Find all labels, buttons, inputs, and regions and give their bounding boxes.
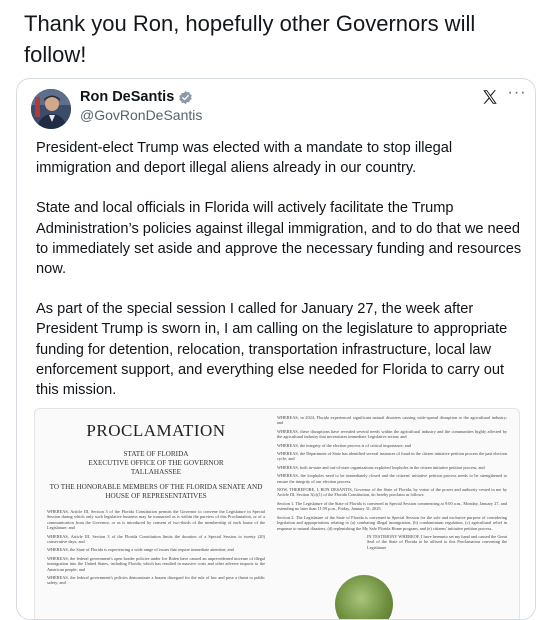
proclamation-clause: Section 1. The Legislature of the State of Florida is convened in Special Session commencing at 9:00 a.m., Monday, January 27, and extending no later than 11:59 p.m., Friday, January 31, 2025. [277, 500, 507, 512]
proclamation-city: TALLAHASSEE [130, 468, 182, 476]
proclamation-clause: WHEREAS, the integrity of the election process is of critical importance; and [277, 442, 411, 448]
proclamation-clause: IN TESTIMONY WHEREOF, I have hereunto set my hand and caused the Great Seal of the State of Florida to be affixed to this Proclamation convening the Legislature [367, 533, 507, 550]
verified-badge-icon [178, 90, 193, 105]
tweet-header [17, 79, 535, 135]
proclamation-clause: WHEREAS, the State of Florida is experiencing a wide range of issues that require immediate attention; and [47, 547, 234, 553]
tweet-paragraph: As part of the special session I called for January 27, the week after President Trump is sworn in, I am calling on the legislature to appropriate funding for detention, relocation, transportation infrastructure, local law enforcement support, and everything else needed for Florida to carry out this mission. [36, 301, 508, 399]
proclamation-clause: WHEREAS, both in-state and out-of-state organizations exploited loopholes in the citizen initiative petition process; and [277, 464, 485, 470]
state-seal-icon [335, 575, 393, 620]
proclamation-clause: NOW, THEREFORE, I, RON DESANTIS, Governor of the State of Florida, by virtue of the power and authority vested in me by Article III, Section 3(c)(1) of the Florida Constitution, do hereby proclaim as follows: [277, 487, 507, 498]
proclamation-title: PROCLAMATION [86, 421, 226, 440]
x-logo-icon[interactable] [481, 88, 499, 106]
proclamation-clause: WHEREAS, Article III, Section 3 of the Florida Constitution limits the duration of a Special Session to twenty (20) consecutive days; and [47, 533, 265, 545]
tweet-card[interactable] [16, 78, 536, 620]
proclamation-image[interactable] [34, 408, 520, 620]
proclamation-office: EXECUTIVE OFFICE OF THE GOVERNOR [88, 459, 224, 467]
avatar-portrait-icon [31, 89, 71, 129]
tweet-paragraph: State and local officials in Florida will actively facilitate the Trump Administration’s policies against illegal immigration, and to do that we need to immediately set aside and approve the necessary funding and resources now. [36, 200, 522, 278]
post-headline: Thank you Ron, hopefully other Governors will follow! [24, 11, 476, 67]
proclamation-clause: WHEREAS, the federal government's open border policies under Joe Biden have caused an unprecedented increase of illegal immigration into the United States, including Florida, which has resulted in massive costs and other adverse impacts to the American people; and [47, 555, 265, 572]
proclamation-clause: Section 2. The Legislature of the State of Florida is convened in Special Session for the sole and exclusive purpose of considering legislation and appropriations relating to (a) combating illegal immigration, (b) condominium regulation, (c) agricultural relief in response to natural disasters, (d) replenishing the My Safe Florida Home program, and (e) citizens' initiative petition process. [277, 514, 507, 531]
proclamation-clause: WHEREAS, the loopholes need to be immediately closed and the citizens' initiative petition process needs to be strengthened to ensure the integrity of our election process. [277, 473, 507, 484]
proclamation-state: STATE OF FLORIDA [123, 450, 189, 458]
tweet-text [36, 138, 524, 420]
proclamation-clause: WHEREAS, the Department of State has identified several instances of fraud in the citizen initiative petition process the past election cycle; and [277, 451, 507, 462]
more-options-icon[interactable]: ··· [507, 84, 527, 101]
avatar[interactable] [31, 89, 71, 129]
proclamation-right-column [277, 415, 507, 553]
author-name[interactable]: Ron DeSantis [80, 89, 175, 105]
author-handle[interactable]: @GovRonDeSantis [80, 107, 203, 123]
proclamation-clause: WHEREAS, in 2024, Florida experienced significant natural disasters causing wide-spread disruption to the agricultural industry; and [277, 415, 507, 426]
proclamation-clause: WHEREAS, the federal government's policies demonstrate a brazen disregard for the rule of law and pose a threat to public safety; and [47, 575, 265, 586]
proclamation-clause: WHEREAS, these disruptions have revealed several needs within the agricultural industry and the communities highly affected by the agricultural industry that necessitates immediate Legislative action; and [277, 428, 507, 440]
tweet-paragraph: President-elect Trump was elected with a mandate to stop illegal immigration and deport illegal aliens already in our country. [36, 140, 453, 177]
author-name-row [80, 88, 193, 106]
proclamation-clause: WHEREAS, Article III, Section 3 of the Florida Constitution permits the Governor to convene the Legislature in Special Session during which only such legislative business may be transacted as is within the purview of this Proclamation, or of a communication from the Governor, or as is introduced by consent of two-thirds of the membership of each house of the Legislature; and [47, 509, 265, 531]
proclamation-addressee: TO THE HONORABLE MEMBERS OF THE FLORIDA SENATE AND HOUSE OF REPRESENTATIVES [49, 483, 263, 500]
proclamation-left-column [47, 417, 265, 589]
